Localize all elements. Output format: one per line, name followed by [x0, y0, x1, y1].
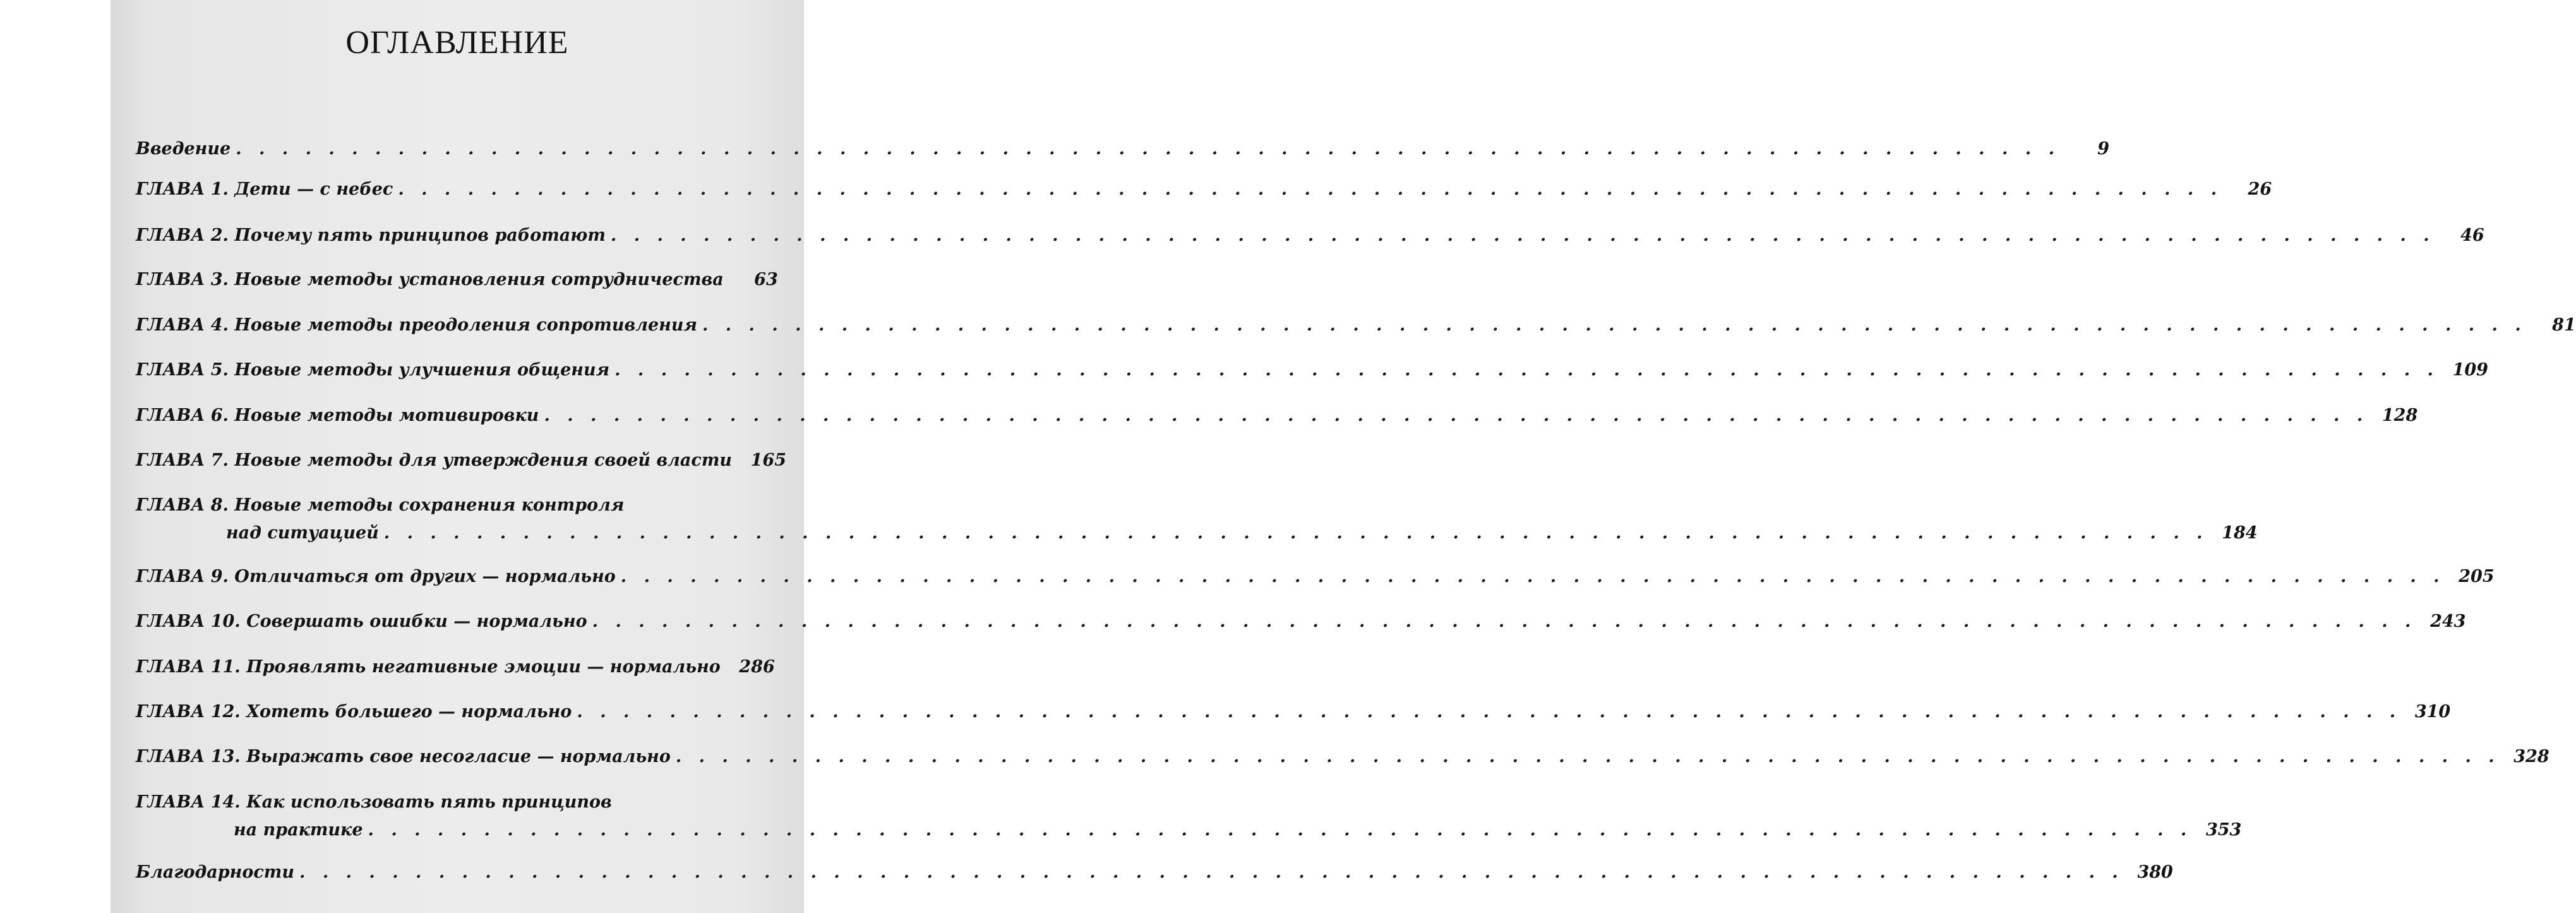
toc-entry-label: ГЛАВА 3. Новые методы установления сотрудничества: [136, 270, 724, 289]
toc-entry-label: ГЛАВА 5. Новые методы улучшения общения: [136, 360, 610, 380]
toc-entry-chapter-6: [136, 404, 2418, 427]
toc-page-number: 109: [2452, 360, 2488, 380]
toc-entry-chapter-10: [136, 610, 2466, 633]
toc-entry-chapter-7: [136, 449, 787, 472]
toc-entry-chapter-5: [136, 359, 2488, 382]
toc-page-number: 63: [754, 270, 778, 289]
dot-leader: . . . . . . . . . . . . . . . . . . . . . . . . . . . . . . . . . . . . . . . . . . . . . . . . . . . . . . . . . . . . . . . . . . . . . . . . . . . . . . .: [398, 179, 2223, 199]
dot-leader: . . . . . . . . . . . . . . . . . . . . . . . . . . . . . . . . . . . . . . . . . . . . . . . . . . . . . . . . . . . . . . . . . . . . . . . . . . . . . . .: [383, 523, 2208, 543]
toc-entry-chapter-9: [136, 565, 2495, 588]
toc-entry-chapter-2: [136, 224, 2484, 247]
toc-entry-label: ГЛАВА 11. Проявлять негативные эмоции — нормально: [136, 657, 721, 677]
toc-entry-label-continuation: на практике: [234, 820, 363, 840]
toc-page-number: 81: [2552, 315, 2576, 335]
toc-entry-label: ГЛАВА 9. Отличаться от других — нормально: [136, 567, 616, 586]
toc-entry-chapter-1: [136, 178, 2272, 201]
dot-leader: . . . . . . . . . . . . . . . . . . . . . . . . . . . . . . . . . . . . . . . . . . . . . . . . . . . . . . . . . . . . . . . . . . . . . . . . . . . . . . .: [675, 747, 2500, 766]
toc-entry-chapter-8: [136, 494, 2258, 545]
toc-entry-label: ГЛАВА 8. Новые методы сохранения контроля: [136, 495, 625, 515]
dot-leader: . . . . . . . . . . . . . . . . . . . . . . . . . . . . . . . . . . . . . . . . . . . . . . . . . . . . . . . . . . . . . . . . . . . . . . . . . . . . . . .: [544, 406, 2369, 425]
toc-entry-chapter-3: [136, 269, 778, 291]
dot-leader: . . . . . . . . . . . . . . . . . . . . . . . . . . . . . . . . . . . . . . . . . . . . . . . . . . . . . . . . . . . . . . . . . . . . . . . . . . . . . . .: [620, 567, 2445, 586]
toc-entry-label: ГЛАВА 7. Новые методы для утверждения своей власти: [136, 450, 733, 470]
toc-entry-acknowledgements: [136, 861, 2173, 884]
toc-entry-label: Введение: [136, 139, 231, 159]
toc-page-number: 353: [2205, 820, 2242, 840]
toc-page-number: 184: [2222, 523, 2258, 543]
toc-page-number: 286: [739, 657, 775, 677]
dot-leader: . . . . . . . . . . . . . . . . . . . . . . . . . . . . . . . . . . . . . . . . . . . . . . . . . . . . . . . . . . . . . . . . . . . . . . . . . . . . . . .: [702, 315, 2527, 335]
toc-entry-chapter-14: [136, 791, 2242, 842]
toc-entry-chapter-4: [136, 314, 2576, 337]
toc-page-number: 9: [2097, 139, 2109, 159]
dot-leader: . . . . . . . . . . . . . . . . . . . . . . . . . . . . . . . . . . . . . . . . . . . . . . . . . . . . . . . . . . . . . . . . . . . . . . . . . . . . . . .: [610, 226, 2435, 245]
dot-leader: . . . . . . . . . . . . . . . . . . . . . . . . . . . . . . . . . . . . . . . . . . . . . . . . . . . . . . . . . . . . . . . . . . . . . . . . . . . . . . .: [592, 612, 2417, 631]
toc-page-number: 380: [2137, 862, 2173, 882]
toc-entry-chapter-11: [136, 656, 775, 679]
dot-leader: . . . . . . . . . . . . . . . . . . . . . . . . . . . . . . . . . . . . . . . . . . . . . . . . . . . . . . . . . . . . . . . . . . . . . . . . . . . . . . .: [236, 139, 2060, 159]
toc-page-number: 165: [750, 450, 787, 470]
toc-page-number: 328: [2513, 747, 2549, 766]
toc-entry-label: ГЛАВА 4. Новые методы преодоления сопротивления: [136, 315, 697, 335]
toc-page-number: 26: [2248, 179, 2272, 199]
dot-leader: . . . . . . . . . . . . . . . . . . . . . . . . . . . . . . . . . . . . . . . . . . . . . . . . . . . . . . . . . . . . . . . . . . . . . . . . . . . . . . .: [368, 820, 2193, 840]
toc-page-number: 310: [2414, 702, 2451, 722]
toc-entry-label: Благодарности: [136, 862, 295, 882]
toc-entry-label: ГЛАВА 6. Новые методы мотивировки: [136, 406, 539, 425]
toc-page-number: 46: [2460, 226, 2484, 245]
toc-entry-label-continuation: над ситуацией: [226, 523, 379, 543]
dot-leader: . . . . . . . . . . . . . . . . . . . . . . . . . . . . . . . . . . . . . . . . . . . . . . . . . . . . . . . . . . . . . . . . . . . . . . . . . . . . . . .: [299, 862, 2124, 882]
toc-page-number: 128: [2381, 406, 2418, 425]
toc-entry-intro: [136, 138, 2109, 160]
toc-entry-label: ГЛАВА 10. Совершать ошибки — нормально: [136, 612, 587, 631]
toc-entry-label: ГЛАВА 14. Как использовать пять принципов: [136, 792, 612, 812]
book-page: [111, 0, 2576, 913]
page-title: ОГЛАВЛЕНИЕ: [345, 25, 569, 61]
toc-entry-label: ГЛАВА 1. Дети — с небес: [136, 179, 393, 199]
toc-page-number: 243: [2430, 612, 2466, 631]
toc-entry-chapter-13: [136, 746, 2549, 768]
toc-entry-label: ГЛАВА 13. Выражать свое несогласие — нормально: [136, 747, 671, 766]
toc-entry-label: ГЛАВА 2. Почему пять принципов работают: [136, 226, 606, 245]
toc-page-number: 205: [2459, 567, 2495, 586]
toc-entry-chapter-12: [136, 701, 2451, 723]
dot-leader: . . . . . . . . . . . . . . . . . . . . . . . . . . . . . . . . . . . . . . . . . . . . . . . . . . . . . . . . . . . . . . . . . . . . . . . . . . . . . . .: [577, 702, 2402, 722]
dot-leader: . . . . . . . . . . . . . . . . . . . . . . . . . . . . . . . . . . . . . . . . . . . . . . . . . . . . . . . . . . . . . . . . . . . . . . . . . . . . . . .: [614, 360, 2439, 380]
toc-entry-label: ГЛАВА 12. Хотеть большего — нормально: [136, 702, 572, 722]
